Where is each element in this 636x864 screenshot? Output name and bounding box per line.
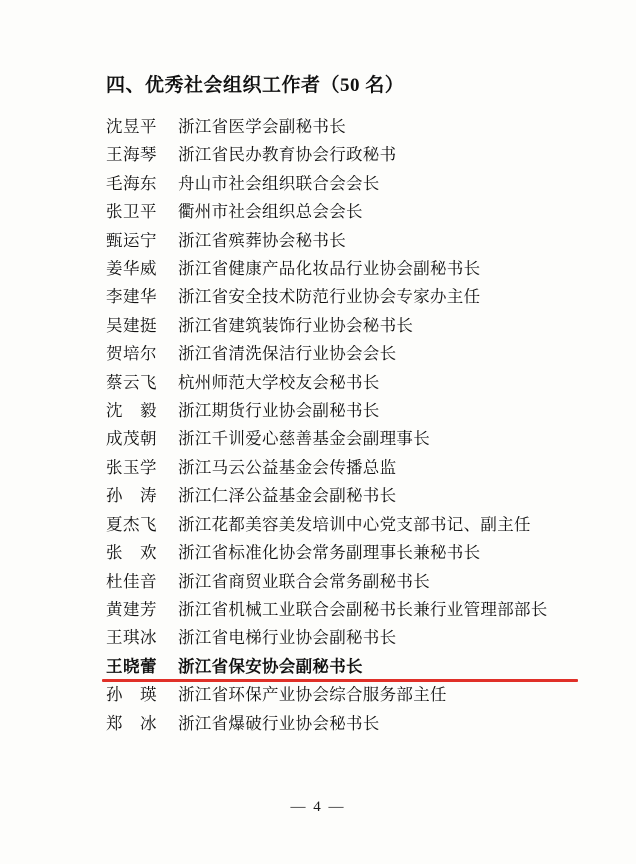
list-item [106,141,578,169]
recipient-name: 王海琴 [106,145,157,165]
recipient-organization: 浙江花都美容美发培训中心党支部书记、副主任 [178,514,531,534]
recipient-name: 黄建芳 [106,599,157,619]
list-item [106,170,578,198]
recipient-organization: 浙江马云公益基金会传播总监 [178,457,397,477]
recipient-organization: 衢州市社会组织总会会长 [178,202,363,222]
recipient-organization: 浙江省电梯行业协会副秘书长 [178,628,397,648]
recipient-name: 吴建挺 [106,315,157,335]
recipient-name: 沈昱平 [106,117,157,136]
list-item [106,369,578,397]
recipient-organization: 浙江千训爱心慈善基金会副理事长 [178,429,430,449]
recipient-name: 张卫平 [106,202,157,222]
list-item [106,312,578,340]
recipient-name: 郑 冰 [106,713,157,733]
list-item [106,227,578,255]
list-item [106,198,578,226]
list-item [106,568,578,596]
recipient-name: 王琪冰 [106,628,157,648]
recipient-name: 李建华 [106,287,157,307]
recipient-name: 毛海东 [106,173,157,193]
list-item [106,340,578,368]
recipient-name: 张玉学 [106,457,157,477]
list-item-highlighted [106,653,578,681]
page-number: — 4 — [290,799,346,815]
list-item [106,511,578,539]
recipient-name: 沈 毅 [106,401,157,421]
recipient-name: 张 欢 [106,543,157,563]
recipient-name: 夏杰飞 [106,514,157,534]
list-item [106,397,578,425]
recipient-name: 姜华威 [106,259,157,279]
recipient-name: 蔡云飞 [106,372,157,392]
recipient-organization: 浙江期货行业协会副秘书长 [178,401,380,421]
recipient-organization: 浙江省清洗保洁行业协会会长 [178,344,397,364]
list-item [106,624,578,652]
recipient-organization: 浙江省建筑装饰行业协会秘书长 [178,315,414,335]
recipient-organization: 浙江省殡葬协会秘书长 [178,230,346,250]
recipient-organization: 浙江省标准化协会常务副理事长兼秘书长 [178,543,481,563]
recipient-organization: 浙江省爆破行业协会秘书长 [178,713,380,733]
list-item [106,454,578,482]
recipient-name: 贺培尔 [106,344,157,364]
recipient-organization: 浙江省机械工业联合会副秘书长兼行业管理部部长 [178,599,548,619]
list-item [106,710,578,738]
recipient-organization: 浙江省民办教育协会行政秘书 [178,145,397,165]
recipient-organization: 浙江省健康产品化妆品行业协会副秘书长 [178,259,481,279]
list-item [106,255,578,283]
section-title: 四、优秀社会组织工作者（50 名） [106,75,405,96]
list-item [106,113,578,141]
recipient-organization: 浙江省环保产业协会综合服务部主任 [178,685,447,705]
list-item [106,681,578,709]
recipient-name: 王晓蕾 [106,656,157,676]
award-recipient-list [58,113,578,738]
list-item [106,425,578,453]
recipient-name: 甄运宁 [106,230,157,250]
recipient-organization: 浙江仁泽公益基金会副秘书长 [178,486,397,506]
list-item [106,283,578,311]
list-item [106,482,578,510]
recipient-organization: 浙江省商贸业联合会常务副秘书长 [178,571,430,591]
list-item [106,539,578,567]
recipient-organization: 浙江省保安协会副秘书长 [178,656,363,676]
recipient-name: 成茂朝 [106,429,157,449]
list-item [106,596,578,624]
recipient-name: 孙 瑛 [106,685,157,705]
recipient-organization: 杭州师范大学校友会秘书长 [178,372,380,392]
recipient-organization: 浙江省安全技术防范行业协会专家办主任 [178,287,481,307]
recipient-organization: 浙江省医学会副秘书长 [178,117,346,136]
recipient-organization: 舟山市社会组织联合会会长 [178,173,380,193]
recipient-name: 杜佳音 [106,571,157,591]
recipient-name: 孙 涛 [106,486,157,506]
